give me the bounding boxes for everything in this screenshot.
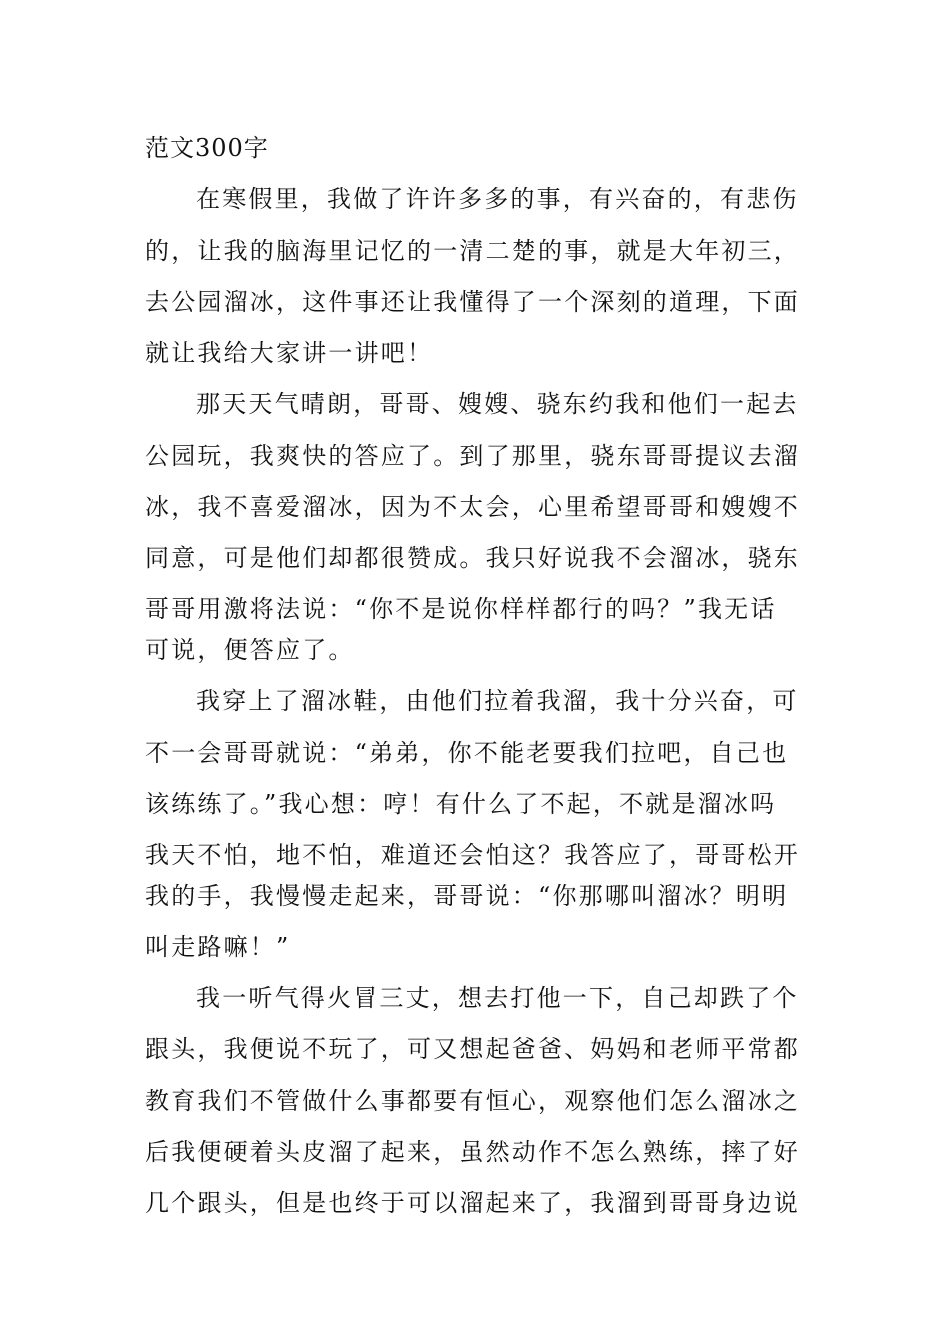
text-line: 跟头，我便说不玩了，可又想起爸爸、妈妈和老师平常都: [145, 1035, 800, 1063]
text-line: 不一会哥哥就说：“弟弟，你不能老要我们拉吧，自己也: [145, 739, 789, 767]
text-line: 我的手，我慢慢走起来，哥哥说：“你那哪叫溜冰？明明: [145, 882, 789, 910]
text-line: 叫走路嘛！”: [145, 933, 291, 961]
text-line: 哥哥用激将法说：“你不是说你样样都行的吗？”我无话: [145, 595, 777, 623]
text-line: 该练练了。”我心想：哼！有什么了不起，不就是溜冰吗: [145, 790, 777, 818]
text-line: 去公园溜冰，这件事还让我懂得了一个深刻的道理，下面: [145, 288, 800, 316]
text-line: 可说，便答应了。: [145, 636, 355, 664]
text-line: 公园玩，我爽快的答应了。到了那里，骁东哥哥提议去溜: [145, 442, 800, 470]
text-line: 我穿上了溜冰鞋，由他们拉着我溜，我十分兴奋，可: [196, 687, 799, 715]
text-line: 同意，可是他们却都很赞成。我只好说我不会溜冰，骁东: [145, 544, 800, 572]
text-line: 教育我们不管做什么事都要有恒心，观察他们怎么溜冰之: [145, 1087, 800, 1115]
text-line: 冰，我不喜爱溜冰，因为不太会，心里希望哥哥和嫂嫂不: [145, 493, 800, 521]
text-line: 在寒假里，我做了许许多多的事，有兴奋的，有悲伤: [196, 185, 799, 213]
text-line: 的，让我的脑海里记忆的一清二楚的事，就是大年初三，: [145, 237, 800, 265]
text-line: 后我便硬着头皮溜了起来，虽然动作不怎么熟练，摔了好: [145, 1138, 800, 1166]
text-line: 我一听气得火冒三丈，想去打他一下，自己却跌了个: [196, 984, 799, 1012]
text-line: 那天天气晴朗，哥哥、嫂嫂、骁东约我和他们一起去: [196, 390, 799, 418]
text-line: 我天不怕，地不怕，难道还会怕这？我答应了，哥哥松开: [145, 841, 800, 869]
document-title: 范文300字: [145, 134, 269, 162]
text-line: 几个跟头，但是也终于可以溜起来了，我溜到哥哥身边说: [145, 1189, 800, 1217]
text-line: 就让我给大家讲一讲吧！: [145, 339, 434, 367]
